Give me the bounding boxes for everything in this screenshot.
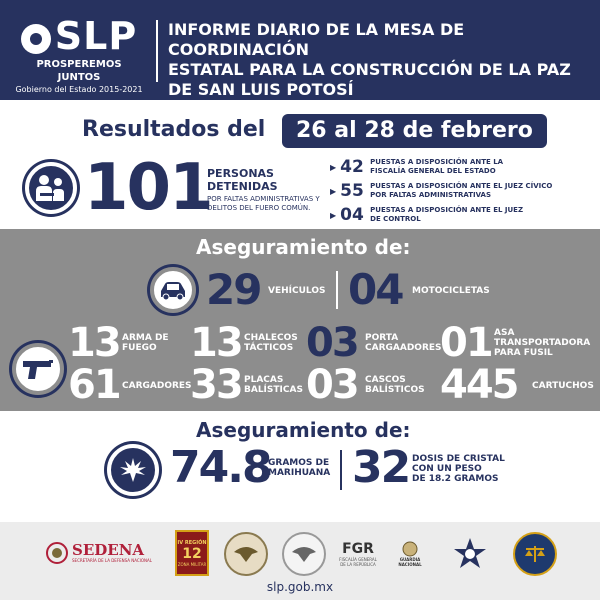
marijuana-count: 74.8 — [170, 442, 271, 493]
detained-count: 101 — [84, 151, 212, 225]
fgr-subtext-2: DE LA REPÚBLICA — [340, 561, 376, 567]
breakdown-count: 04 — [340, 205, 364, 225]
sedena-subtext: SECRETARÍA DE LA DEFENSA NACIONAL — [72, 558, 152, 563]
rifle-sling-label-line3: PARA FUSIL — [494, 348, 553, 358]
header-divider — [156, 20, 158, 82]
breakdown-text-line1: PUESTAS A DISPOSICIÓN ANTE LA — [370, 158, 504, 166]
sedena-text: SEDENA — [72, 541, 145, 559]
breakdown-row — [330, 204, 592, 226]
detained-label-line2: DETENIDAS — [207, 180, 278, 193]
firearms-count: 13 — [68, 320, 120, 366]
marijuana-label-line2: MARIHUANA — [268, 468, 331, 478]
sedena-logo — [38, 538, 160, 568]
helmets-count: 03 — [306, 362, 358, 408]
magazine-holders-label-line2: CARGAADORES — [365, 343, 442, 353]
drugs-icon — [107, 444, 159, 496]
fgr-subtext-1: FISCALÍA GENERAL — [339, 556, 377, 562]
breakdown-count: 55 — [340, 181, 364, 201]
motorcycles-count: 04 — [348, 265, 403, 314]
breakdown-text-line2: DE CONTROL — [370, 215, 421, 223]
police-star-badge — [452, 532, 488, 576]
rifle-sling-label-line2: TRANSPORTADORA — [494, 338, 591, 348]
star-badge-icon — [453, 537, 487, 571]
breakdown-text — [370, 158, 503, 176]
breakdown-text-line1: PUESTAS A DISPOSICIÓN ANTE EL JUEZ — [370, 206, 524, 214]
rifle-sling-count: 01 — [440, 320, 492, 366]
helmets-label-line2: BALÍSTICOS — [365, 385, 425, 395]
breakdown-text — [370, 206, 523, 224]
marijuana-label — [268, 458, 330, 478]
federal-seal — [282, 532, 326, 576]
sedena-seal-icon — [46, 542, 68, 564]
ballistic-plates-label-line2: BALÍSTICAS — [244, 385, 303, 395]
car-icon — [150, 267, 196, 313]
rifle-sling-label-line1: ASA — [494, 328, 515, 338]
fgr-text: FGR — [342, 540, 374, 557]
breakdown-text-line2: FISCALÍA GENERAL DEL ESTADO — [370, 167, 496, 175]
breakdown-count: 42 — [340, 157, 364, 177]
vehicles-count: 29 — [206, 265, 261, 314]
report-title — [168, 20, 588, 100]
breakdown-text — [370, 182, 552, 200]
military-zone-badge — [175, 530, 209, 576]
eagle-seal-icon — [290, 544, 318, 564]
ballistic-plates-count: 33 — [190, 362, 242, 408]
seizure-section-weapons — [0, 229, 600, 411]
marijuana-label-line1: GRAMOS DE — [268, 458, 330, 468]
magazine-holders-label — [365, 333, 442, 353]
justice-seal — [513, 532, 557, 576]
crystal-label — [412, 454, 505, 484]
motorcycles-label: MOTOCICLETAS — [412, 286, 490, 296]
crystal-label-line1: DOSIS DE CRISTAL — [412, 454, 505, 464]
cartridges-label: CARTUCHOS — [532, 381, 594, 391]
fgr-logo — [334, 538, 382, 570]
guardia-nacional-logo — [392, 534, 428, 574]
rifle-sling-label — [494, 328, 590, 358]
magazines-label: CARGADORES — [122, 381, 192, 391]
guardia-text-1: GUARDIA — [399, 557, 421, 562]
ballistic-plates-label — [244, 375, 303, 395]
magazine-holders-count: 03 — [306, 320, 358, 366]
detained-breakdown — [330, 156, 592, 226]
vests-label — [244, 333, 298, 353]
detained-icon — [25, 162, 77, 214]
vests-label-line1: CHALECOS — [244, 333, 298, 343]
arrow-icon: ▶ — [330, 186, 337, 196]
slp-logo — [14, 14, 144, 94]
arrow-icon: ▶ — [330, 162, 337, 172]
guardia-shield-icon — [400, 541, 420, 557]
scales-icon — [523, 544, 547, 564]
guardia-text-2: NACIONAL — [398, 562, 422, 567]
detained-note — [207, 195, 320, 213]
vehicle-divider — [336, 271, 338, 309]
report-title-line1: INFORME DIARIO DE LA MESA DE COORDINACIÓN — [168, 20, 465, 59]
region-subtext: ZONA MILITAR — [177, 561, 207, 567]
results-label: Resultados del — [82, 117, 266, 142]
website-link[interactable]: slp.gob.mx — [266, 580, 334, 594]
arrow-icon: ▶ — [330, 210, 337, 220]
logo-slogan: PROSPEREMOS JUNTOS — [36, 59, 122, 83]
vests-count: 13 — [190, 320, 242, 366]
crystal-count: 32 — [352, 442, 410, 493]
firearms-label-line2: FUEGO — [122, 343, 157, 353]
logo-government: Gobierno del Estado 2015-2021 — [15, 85, 143, 94]
detained-note-line1: POR FALTAS ADMINISTRATIVAS Y — [207, 195, 320, 203]
navy-seal — [224, 532, 268, 576]
vests-label-line2: TÁCTICOS — [244, 343, 294, 353]
report-title-line2: ESTATAL PARA LA CONSTRUCCIÓN DE LA PAZ — [168, 60, 571, 79]
firearms-label — [122, 333, 169, 353]
cartridges-count: 445 — [440, 362, 518, 408]
detained-label-line1: PERSONAS — [207, 167, 274, 180]
crystal-label-line2: CON UN PESO — [412, 464, 482, 474]
magazine-holders-label-line1: PORTA — [365, 333, 399, 343]
region-number: 12 — [182, 545, 202, 562]
breakdown-row — [330, 156, 592, 178]
breakdown-text-line2: POR FALTAS ADMINISTRATIVAS — [370, 191, 492, 199]
breakdown-text-line1: PUESTAS A DISPOSICIÓN ANTE EL JUEZ CÍVICO — [370, 182, 553, 190]
helmets-label-line1: CASCOS — [365, 375, 406, 385]
firearms-label-line1: ARMA DE — [122, 333, 169, 343]
detained-note-line2: DELITOS DEL FUERO COMÚN. — [207, 204, 311, 212]
detained-label — [207, 167, 278, 193]
magazines-count: 61 — [68, 362, 120, 408]
region-text: IV REGIÓN — [177, 539, 207, 546]
vehicles-label: VEHÍCULOS — [268, 286, 326, 296]
gun-icon — [12, 343, 64, 395]
seizure-title: Aseguramiento de: — [196, 235, 411, 259]
results-date-range: 26 al 28 de febrero — [282, 114, 547, 148]
logo-mark-text: SLP — [54, 14, 138, 58]
header-banner — [0, 0, 600, 100]
eagle-icon — [232, 544, 260, 564]
slp-flower-icon — [21, 24, 51, 54]
report-title-line3: DE SAN LUIS POTOSÍ — [168, 80, 354, 99]
ballistic-plates-label-line1: PLACAS — [244, 375, 284, 385]
drugs-divider — [340, 450, 342, 490]
breakdown-row — [330, 180, 592, 202]
helmets-label — [365, 375, 425, 395]
seizure-title-drugs: Aseguramiento de: — [196, 418, 411, 442]
crystal-label-line3: DE 18.2 GRAMOS — [412, 474, 499, 484]
